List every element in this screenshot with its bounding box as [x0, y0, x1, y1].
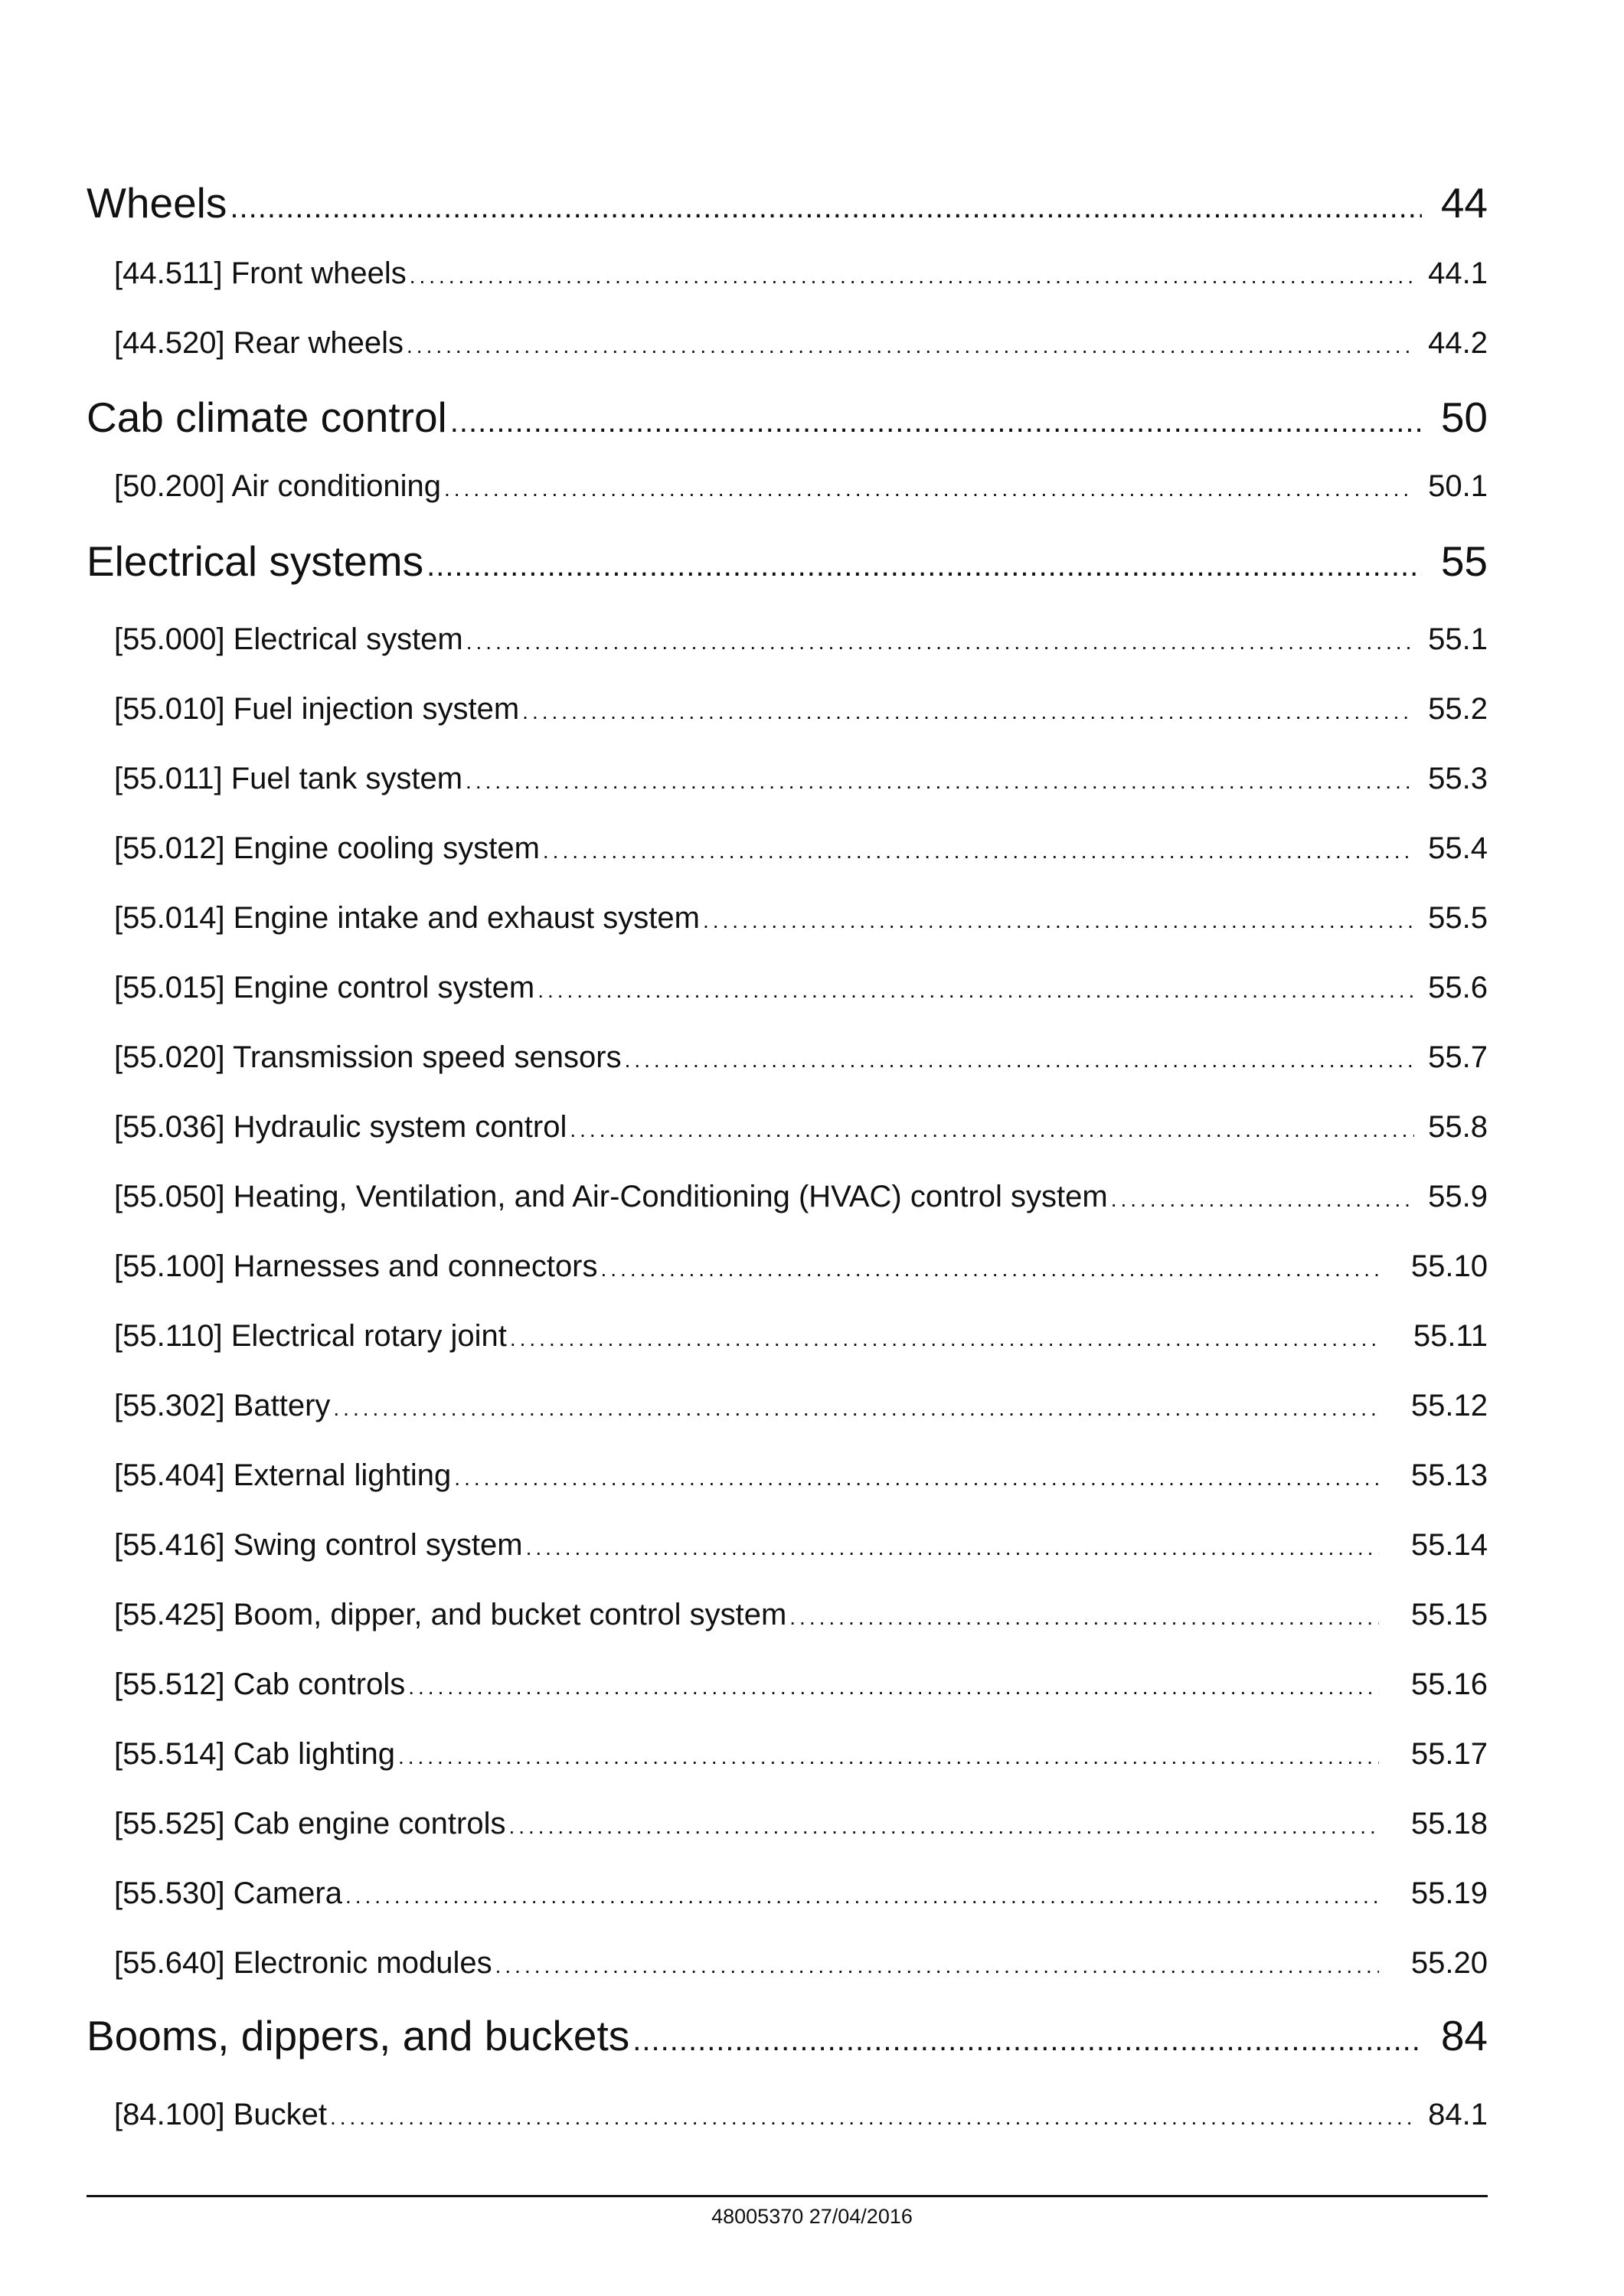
dot-leader [601, 1257, 1379, 1282]
toc-entry[interactable] [114, 326, 1488, 361]
entry-page: 55.6 [1428, 971, 1488, 1004]
entry-title: [55.525] Cab engine controls [114, 1807, 506, 1840]
dot-leader [444, 477, 1414, 501]
section-page: 44 [1440, 179, 1488, 227]
entry-title: [55.425] Boom, dipper, and bucket control system [114, 1598, 787, 1631]
entry-title: [55.050] Heating, Ventilation, and Air-Conditioning (HVAC) control system [114, 1180, 1108, 1213]
section-title: Electrical systems [87, 537, 424, 585]
entry-page: 55.13 [1410, 1458, 1488, 1492]
dot-leader [330, 2105, 1414, 2130]
toc-entry[interactable] [114, 831, 1488, 866]
dot-leader [450, 405, 1422, 439]
entry-page: 55.11 [1413, 1319, 1488, 1353]
toc-entry[interactable] [114, 1180, 1488, 1214]
dot-leader [398, 1745, 1379, 1769]
entry-page: 55.1 [1428, 622, 1488, 656]
toc-entry[interactable] [114, 2098, 1488, 2132]
toc-entry[interactable] [114, 469, 1488, 504]
dot-leader [543, 839, 1414, 864]
entry-title: [55.000] Electrical system [114, 622, 463, 656]
toc-entry[interactable] [114, 622, 1488, 657]
dot-leader [789, 1605, 1379, 1630]
dot-leader [426, 549, 1422, 583]
entry-title: [55.404] External lighting [114, 1458, 452, 1492]
entry-page: 84.1 [1428, 2098, 1488, 2131]
entry-title: [44.520] Rear wheels [114, 326, 404, 360]
dot-leader [410, 264, 1414, 289]
entry-page: 55.7 [1428, 1040, 1488, 1074]
entry-title: [55.100] Harnesses and connectors [114, 1249, 598, 1283]
toc-entry[interactable] [114, 762, 1488, 796]
dot-leader [625, 1048, 1414, 1073]
entry-title: [55.010] Fuel injection system [114, 692, 520, 726]
dot-leader [526, 1536, 1379, 1560]
entry-page: 55.19 [1410, 1876, 1488, 1910]
entry-title: [50.200] Air conditioning [114, 469, 441, 503]
entry-page: 44.1 [1428, 256, 1488, 290]
entry-page: 55.12 [1410, 1389, 1488, 1422]
section-page: 50 [1440, 394, 1488, 441]
entry-page: 55.9 [1428, 1180, 1488, 1213]
toc-section-booms[interactable] [87, 2011, 1488, 2060]
entry-title: [55.012] Engine cooling system [114, 831, 540, 865]
dot-leader [522, 700, 1414, 724]
toc-entry[interactable] [114, 1319, 1488, 1354]
dot-leader [632, 2023, 1422, 2058]
entry-page: 55.14 [1410, 1528, 1488, 1562]
section-title: Cab climate control [87, 394, 447, 441]
toc-entry[interactable] [114, 1528, 1488, 1563]
entry-page: 44.2 [1428, 326, 1488, 360]
footer-divider [87, 2195, 1488, 2197]
toc-entry[interactable] [114, 1249, 1488, 1284]
toc-entry[interactable] [114, 1737, 1488, 1772]
entry-title: [55.530] Camera [114, 1876, 342, 1910]
toc-entry[interactable] [114, 1667, 1488, 1702]
entry-page: 55.5 [1428, 901, 1488, 935]
toc-entry[interactable] [114, 1389, 1488, 1423]
entry-title: [55.416] Swing control system [114, 1528, 523, 1562]
entry-title: [84.100] Bucket [114, 2098, 327, 2131]
toc-entry[interactable] [114, 1807, 1488, 1841]
entry-page: 55.10 [1410, 1249, 1488, 1283]
toc-entry[interactable] [114, 1040, 1488, 1075]
entry-title: [55.020] Transmission speed sensors [114, 1040, 622, 1074]
dot-leader [538, 978, 1414, 1003]
dot-leader [570, 1118, 1414, 1142]
entry-page: 55.2 [1428, 692, 1488, 726]
toc-entry[interactable] [114, 256, 1488, 291]
entry-title: [55.514] Cab lighting [114, 1737, 395, 1771]
entry-title: [55.302] Battery [114, 1389, 331, 1422]
dot-leader [1111, 1187, 1414, 1212]
entry-title: [55.640] Electronic modules [114, 1946, 492, 1980]
entry-title: [44.511] Front wheels [114, 256, 407, 290]
dot-leader [454, 1466, 1379, 1491]
section-page: 55 [1440, 537, 1488, 585]
dot-leader [510, 1327, 1379, 1351]
footer-doc-id: 48005370 27/04/2016 [711, 2205, 913, 2228]
dot-leader [466, 769, 1414, 794]
entry-page: 55.15 [1410, 1598, 1488, 1631]
dot-leader [466, 630, 1414, 655]
toc-entry[interactable] [114, 971, 1488, 1005]
entry-title: [55.011] Fuel tank system [114, 762, 463, 795]
entry-page: 55.17 [1410, 1737, 1488, 1771]
toc-entry[interactable] [114, 1876, 1488, 1911]
entry-page: 55.16 [1410, 1667, 1488, 1701]
toc-section-electrical[interactable] [87, 537, 1488, 586]
entry-page: 55.4 [1428, 831, 1488, 865]
entry-page: 55.3 [1428, 762, 1488, 795]
toc-section-wheels[interactable] [87, 178, 1488, 227]
toc-entry[interactable] [114, 1110, 1488, 1145]
entry-page: 55.8 [1428, 1110, 1488, 1144]
dot-leader [408, 1675, 1379, 1700]
toc-entry[interactable] [114, 1598, 1488, 1632]
entry-page: 55.20 [1410, 1946, 1488, 1980]
entry-page: 55.18 [1410, 1807, 1488, 1840]
toc-section-cab-climate[interactable] [87, 393, 1488, 442]
dot-leader [495, 1954, 1379, 1978]
dot-leader [407, 334, 1414, 358]
section-page: 84 [1440, 2012, 1488, 2059]
section-title: Wheels [87, 179, 227, 227]
section-title: Booms, dippers, and buckets [87, 2012, 630, 2059]
toc-entry[interactable] [114, 692, 1488, 727]
dot-leader [333, 1396, 1379, 1421]
toc-entry[interactable] [114, 901, 1488, 936]
entry-title: [55.512] Cab controls [114, 1667, 406, 1701]
toc-entry[interactable] [114, 1458, 1488, 1493]
entry-page: 50.1 [1428, 469, 1488, 503]
entry-title: [55.036] Hydraulic system control [114, 1110, 567, 1144]
toc-entry[interactable] [114, 1946, 1488, 1981]
entry-title: [55.015] Engine control system [114, 971, 535, 1004]
dot-leader [703, 909, 1414, 933]
dot-leader [508, 1814, 1379, 1839]
dot-leader [230, 191, 1422, 225]
dot-leader [345, 1884, 1379, 1909]
entry-title: [55.110] Electrical rotary joint [114, 1319, 507, 1353]
entry-title: [55.014] Engine intake and exhaust system [114, 901, 700, 935]
